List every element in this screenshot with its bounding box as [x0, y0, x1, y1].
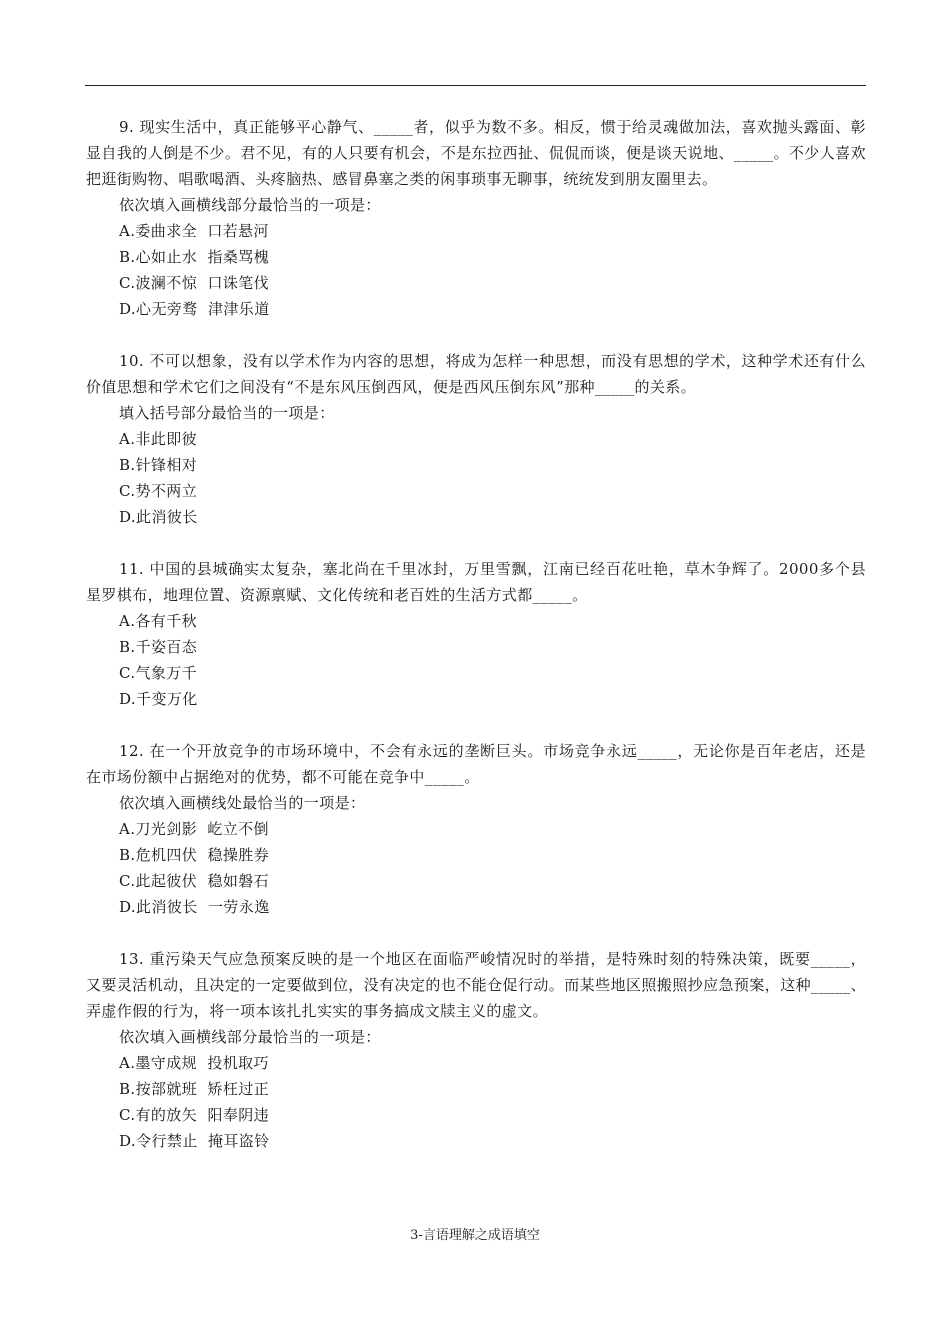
question-10	[86, 348, 866, 530]
question-stem: 13. 重污染天气应急预案反映的是一个地区在面临严峻情况时的举措，是特殊时刻的特殊决策，既要_____，又要灵活机动，且决定的一定要做到位，没有决定的也不能仓促行动。而某些地区照搬照抄应急预案，这种_____、弄虚作假的行为，将一项本该扎扎实实的事务搞成文牍主义的虚文。	[86, 950, 866, 1020]
question-list	[86, 114, 866, 1180]
header-rule	[85, 85, 866, 86]
option-a: A.墨守成规 投机取巧	[119, 1054, 269, 1072]
option-list	[86, 1050, 866, 1154]
option-b: B.按部就班 矫枉过正	[119, 1080, 270, 1098]
option-a: A.刀光剑影 屹立不倒	[119, 820, 269, 838]
option-b: B.针锋相对	[119, 456, 198, 474]
option-d: D.此消彼长 一劳永逸	[119, 898, 270, 916]
question-prompt: 填入括号部分最恰当的一项是：	[119, 404, 335, 422]
option-c: C.势不两立	[119, 482, 198, 500]
option-list	[86, 608, 866, 712]
question-13	[86, 946, 866, 1154]
option-d: D.此消彼长	[119, 508, 198, 526]
option-b: B.千姿百态	[119, 638, 198, 656]
option-b: B.危机四伏 稳操胜券	[119, 846, 270, 864]
page-footer: 3-言语理解之成语填空	[410, 1228, 540, 1243]
option-a: A.各有千秋	[119, 612, 198, 630]
option-d: D.千变万化	[119, 690, 198, 708]
question-11	[86, 556, 866, 712]
option-list	[86, 218, 866, 322]
question-prompt: 依次填入画横线部分最恰当的一项是：	[119, 196, 381, 214]
option-c: C.气象万千	[119, 664, 198, 682]
option-a: A.委曲求全 口若悬河	[119, 222, 269, 240]
question-12	[86, 738, 866, 920]
option-d: D.令行禁止 掩耳盗铃	[119, 1132, 270, 1150]
option-b: B.心如止水 指桑骂槐	[119, 248, 270, 266]
option-c: C.此起彼伏 稳如磐石	[119, 872, 270, 890]
question-9	[86, 114, 866, 322]
question-prompt: 依次填入画横线部分最恰当的一项是：	[119, 1028, 381, 1046]
option-c: C.波澜不惊 口诛笔伐	[119, 274, 270, 292]
option-list	[86, 426, 866, 530]
option-d: D.心无旁骛 津津乐道	[119, 300, 270, 318]
question-stem: 10. 不可以想象，没有以学术作为内容的思想，将成为怎样一种思想，而没有思想的学术，这种学术还有什么价值思想和学术它们之间没有“不是东风压倒西风，便是西风压倒东风”那种_____的关系。	[86, 352, 866, 396]
option-c: C.有的放矢 阳奉阴违	[119, 1106, 270, 1124]
question-stem: 11. 中国的县城确实太复杂，塞北尚在千里冰封，万里雪飘，江南已经百花吐艳，草木争辉了。2000多个县星罗棋布，地理位置、资源禀赋、文化传统和老百姓的生活方式都_____。	[86, 560, 866, 604]
question-stem: 9. 现实生活中，真正能够平心静气、_____者，似乎为数不多。相反，惯于给灵魂做加法，喜欢抛头露面、彰显自我的人倒是不少。君不见，有的人只要有机会，不是东拉西扯、侃侃而谈，便是谈天说地、_____。不少人喜欢把逛街购物、唱歌喝酒、头疼脑热、感冒鼻塞之类的闲事琐事无聊事，统统发到朋友圈里去。	[86, 118, 866, 188]
option-a: A.非此即彼	[119, 430, 198, 448]
option-list	[86, 816, 866, 920]
question-prompt: 依次填入画横线处最恰当的一项是：	[119, 794, 366, 812]
question-stem: 12. 在一个开放竞争的市场环境中，不会有永远的垄断巨头。市场竞争永远_____，无论你是百年老店，还是在市场份额中占据绝对的优势，都不可能在竞争中_____。	[86, 742, 866, 786]
